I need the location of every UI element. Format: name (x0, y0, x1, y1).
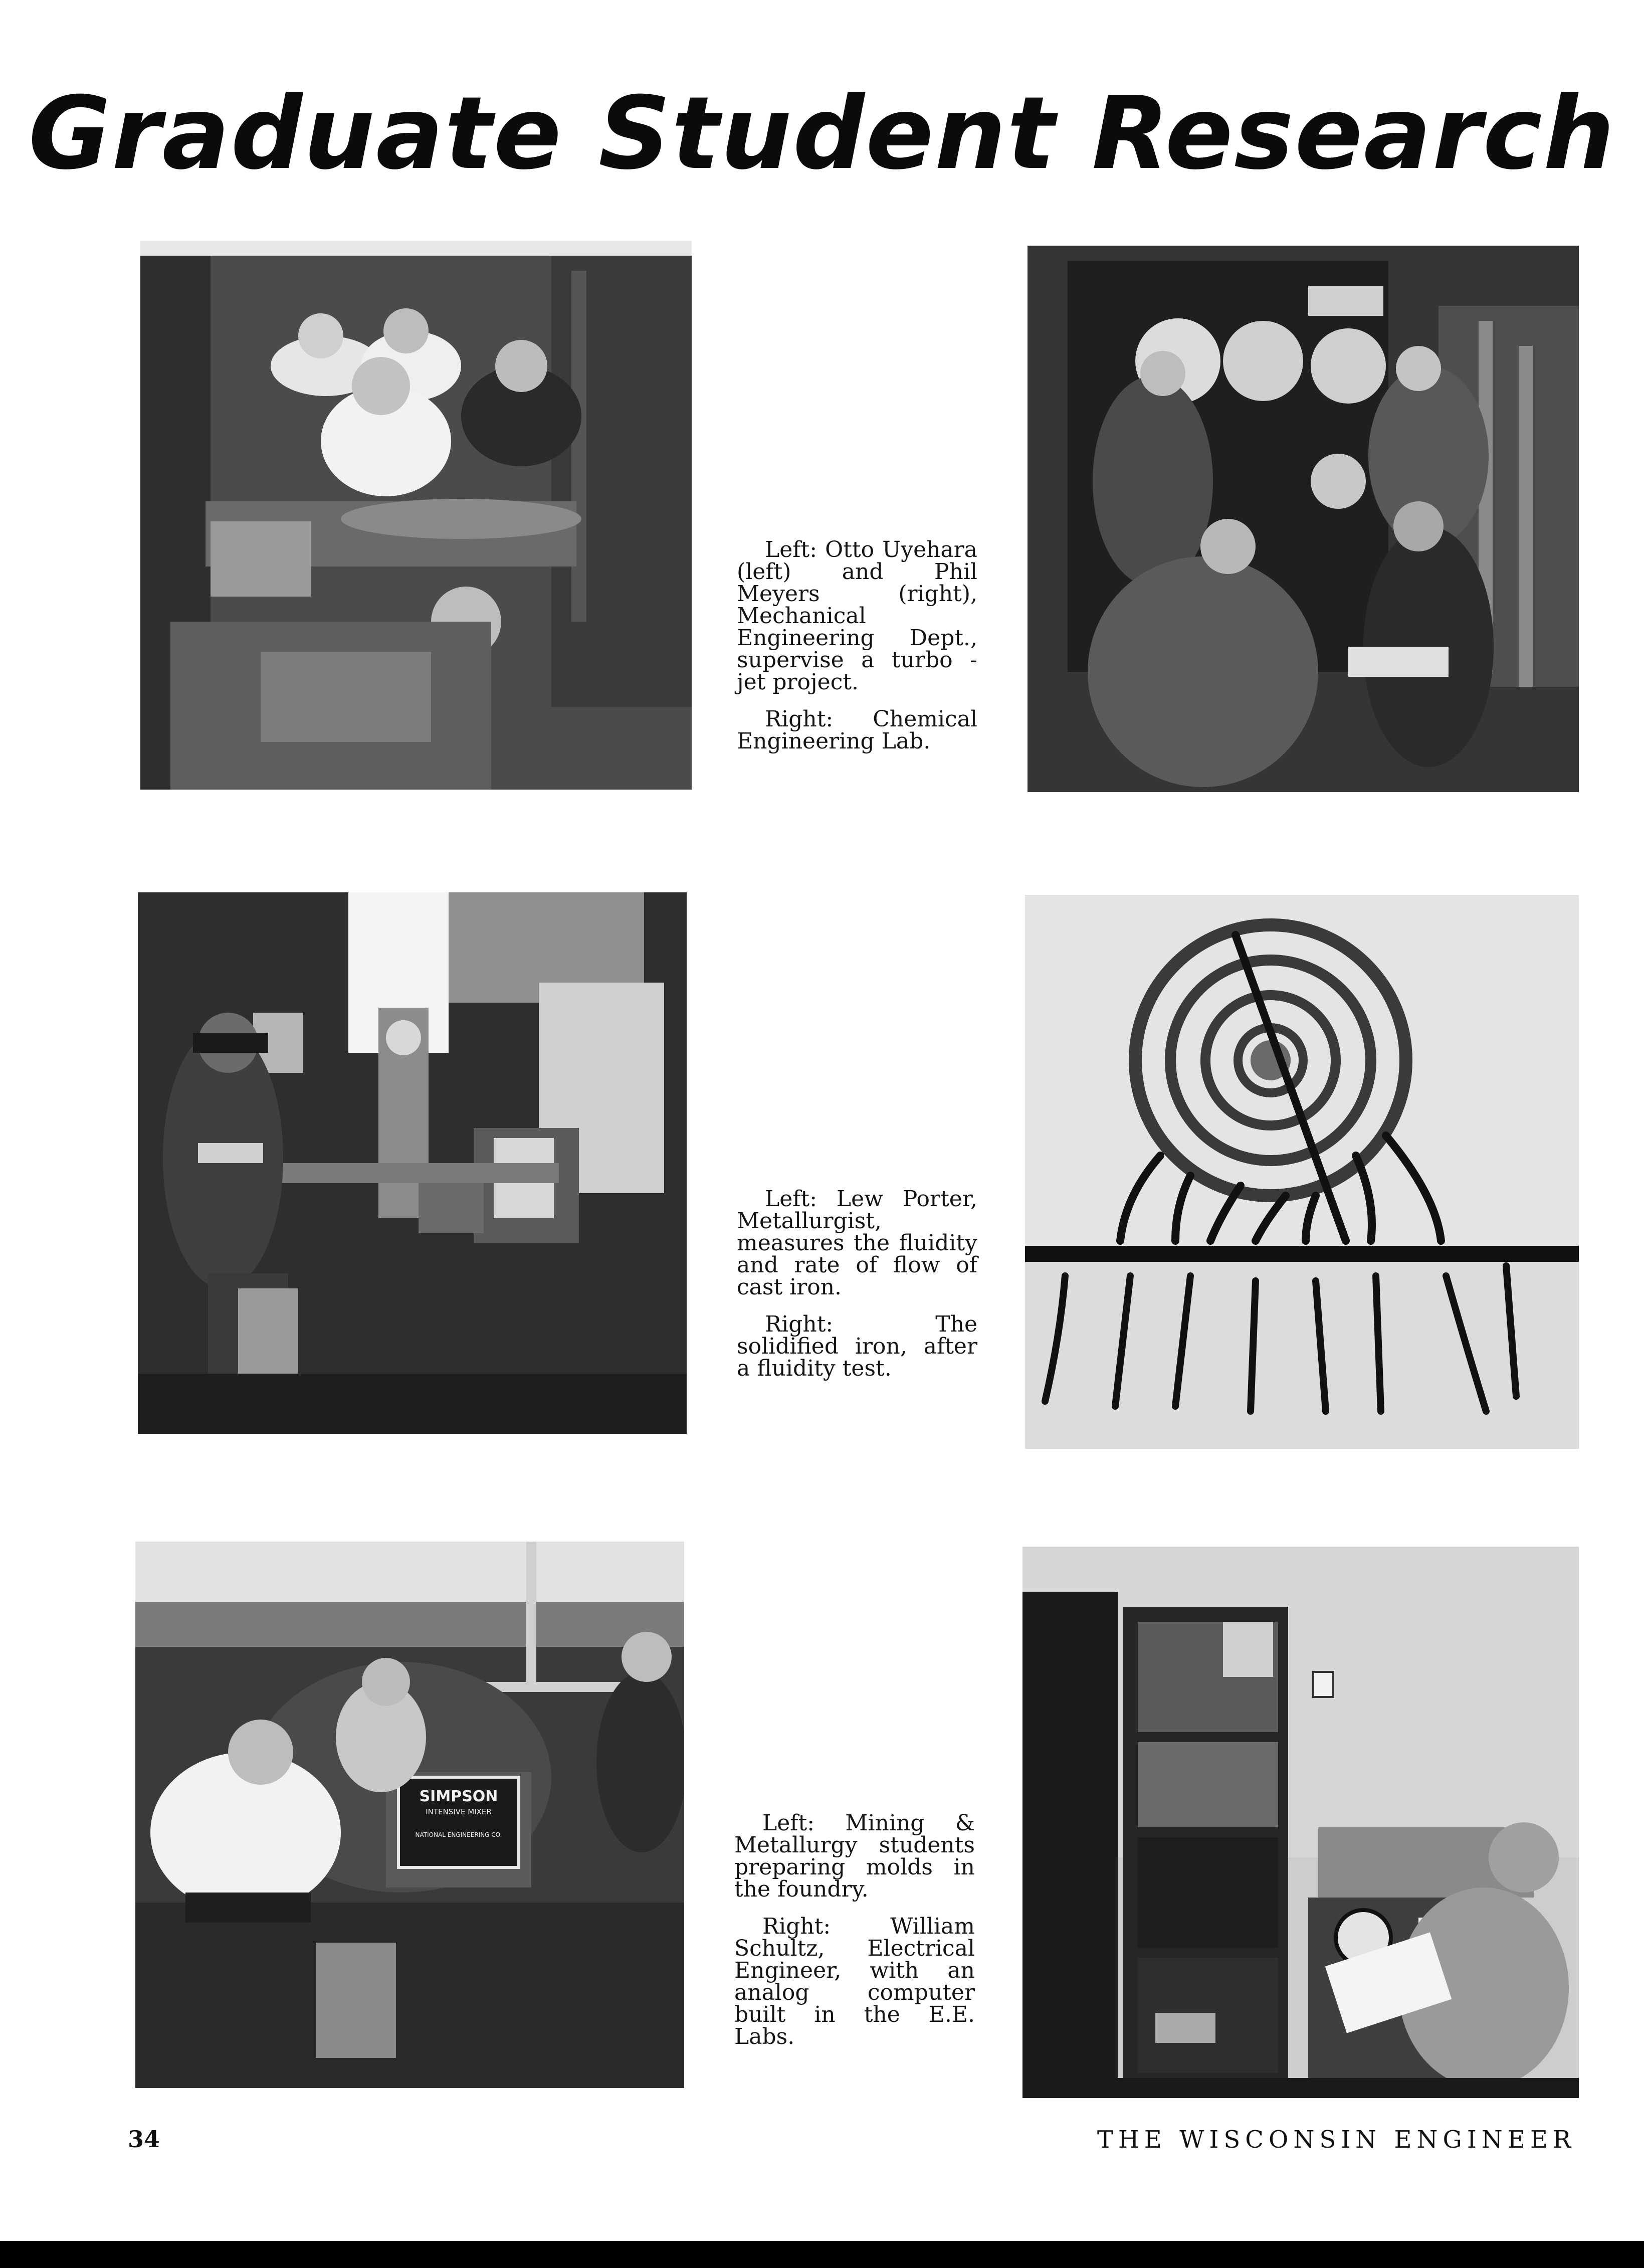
bottom-border (0, 2241, 1644, 2268)
mixer-label (400, 1779, 517, 1838)
page-title: Graduate Student Research (28, 75, 1616, 192)
caption-right-text: Right: The solidified iron, after a fluidity test. (737, 1311, 977, 1381)
mixer-maker-text: NATIONAL ENGINEERING CO. (415, 1831, 502, 1838)
caption-right-text: Right: William Schultz, Electrical Engineer, with an analog computer built in the E.E. Labs. (734, 1914, 975, 2049)
solidified-iron-photo (1025, 895, 1579, 1449)
caption-left-text: Left: Mining & Metallurgy students preparing molds in the foundry. (734, 1810, 975, 1902)
turbojet-project-photo (140, 241, 692, 790)
caption-row1 (737, 539, 977, 768)
caption-left-text: Left: Lew Porter, Metallurgist, measures the fluidity and rate of flow of cast iron. (737, 1186, 977, 1300)
caption-left-text: Left: Otto Uyehara (left) and Phil Meyers (right), Mechanical Engineering Dept., supervise a turbo - jet project. (737, 537, 977, 695)
running-head: THE WISCONSIN ENGINEER (1097, 2126, 1576, 2154)
chemical-engineering-lab-photo (1028, 246, 1579, 792)
foundry-molds-photo (135, 1542, 684, 2088)
caption-right-text: Right: Chemical Engineering Lab. (737, 706, 977, 754)
mixer-model-text: INTENSIVE MIXER (426, 1807, 492, 1816)
caption-row3 (734, 1812, 975, 2063)
page-number: 34 (128, 2126, 160, 2153)
caption-row2 (737, 1188, 977, 1395)
mixer-brand-text: SIMPSON (419, 1788, 498, 1805)
analog-computer-photo (1022, 1547, 1579, 2098)
fluidity-test-photo (138, 892, 687, 1434)
